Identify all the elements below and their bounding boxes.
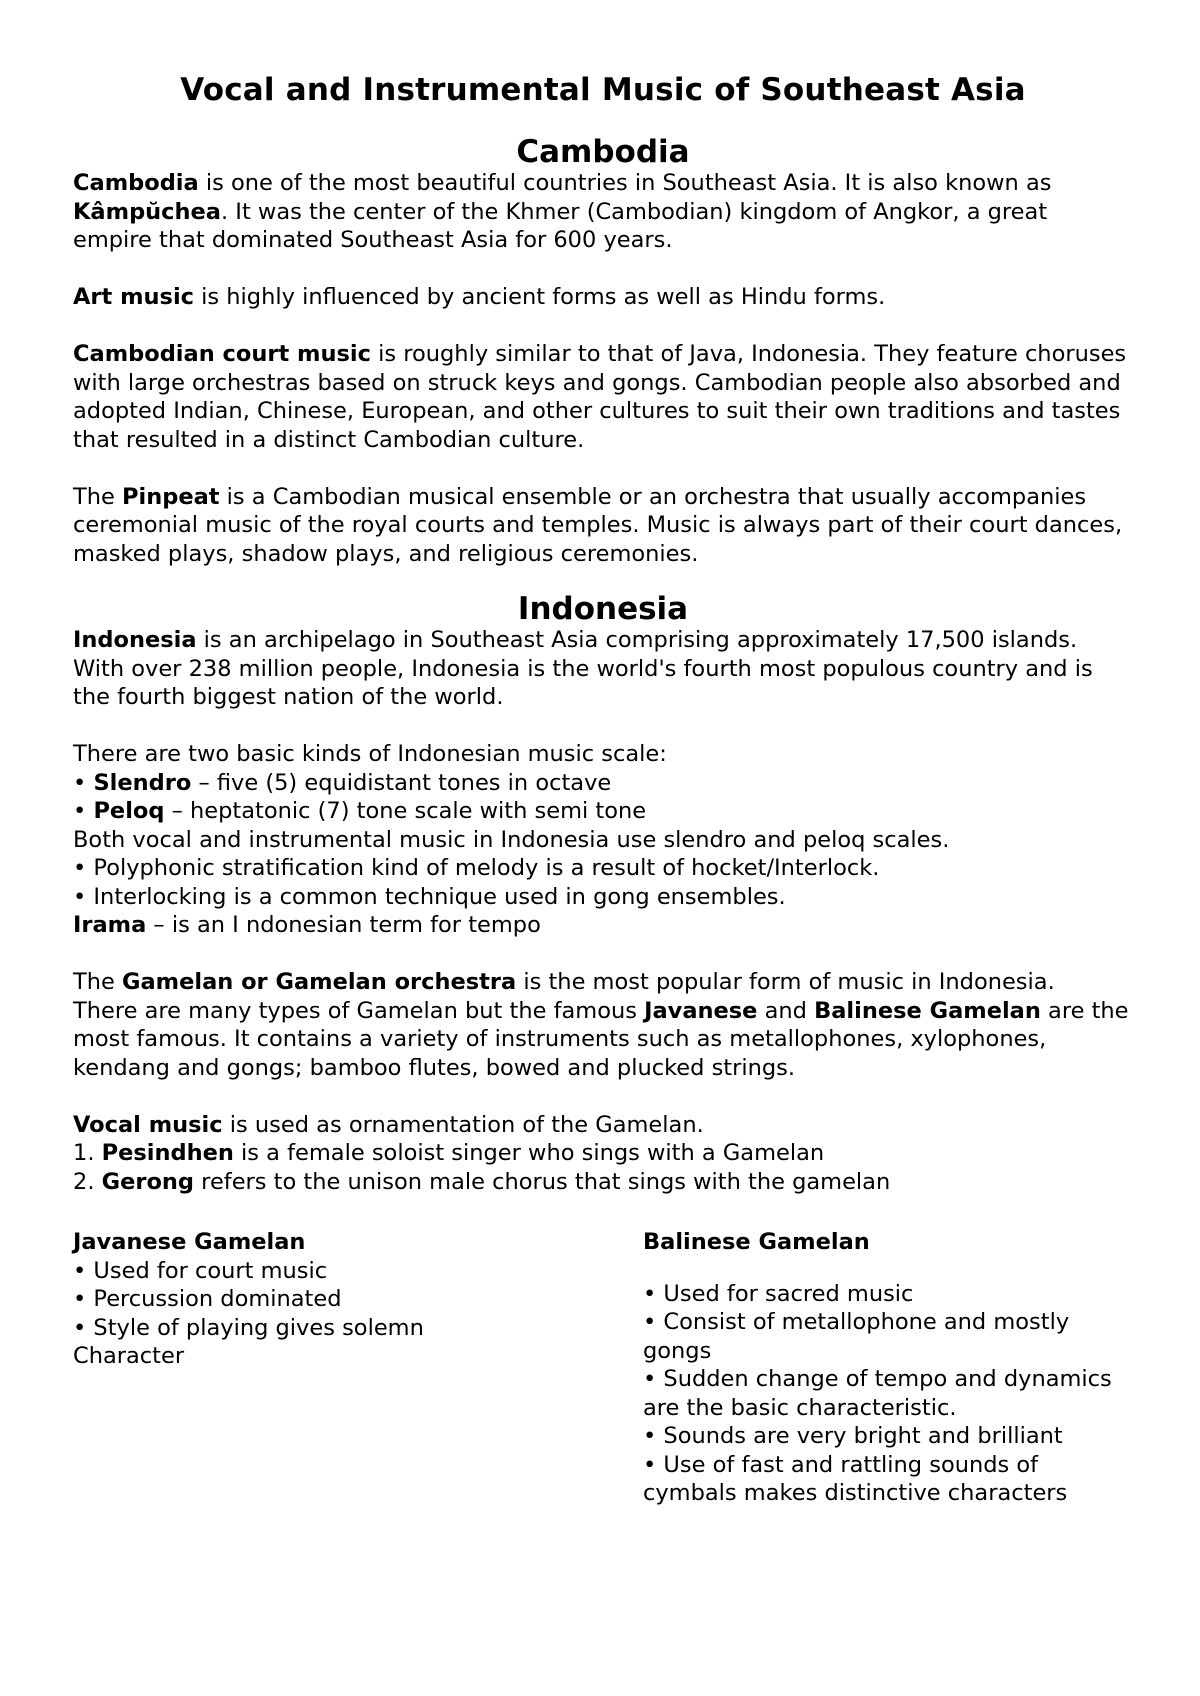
cambodia-section [73,169,1133,568]
text-run: are the most famous. It contains a variety of instruments such as metallophones, xylophones, kendang and gongs; bamboo flutes, bowed and plucked strings. [73,997,1129,1081]
bold-term: Peloq [93,798,165,824]
text-run: is the most popular form of music in Indonesia. [516,969,1055,995]
text-run: . It was the center of the Khmer (Cambodian) kingdom of Angkor, a great empire that dominated Southeast Asia for 600 years. [73,198,1048,253]
paragraph [73,1111,1133,1140]
bold-term: Indonesia [73,627,197,653]
list-item: • Style of playing gives solemn [73,1314,424,1341]
bold-term: Pesindhen [101,1140,234,1166]
bold-term: Cambodia [73,170,199,196]
paragraph [73,626,1133,712]
text-run: is highly influenced by ancient forms as well as Hindu forms. [194,284,886,310]
section-heading-cambodia: Cambodia [516,134,690,170]
list-item: • Used for court music [73,1257,328,1284]
paragraph [73,169,1133,255]
text-run: is a female soloist singer who sings with a Gamelan [233,1140,825,1166]
text-run: – is an I ndonesian term for tempo [146,912,541,938]
paragraph [73,997,1133,1083]
bold-term: Vocal music [73,1111,223,1138]
section-heading-indonesia: Indonesia [517,591,689,627]
list-item: • Use of fast and rattling sounds of cymbals makes distinctive characters [643,1451,1068,1506]
paragraph: Both vocal and instrumental music in Indonesia use slendro and peloq scales. [73,826,950,853]
list-item [73,1168,1133,1197]
bullet: • [73,769,94,796]
text-run: is a Cambodian musical ensemble or an orchestra that usually accompanies ceremonial music of the royal courts and temples. Music is always part of their court dances, masked plays, shadow plays, and religious ceremonies. [73,483,1123,567]
javanese-gamelan-heading: Javanese Gamelan [73,1229,306,1255]
document-title: Vocal and Instrumental Music of Southeast Asia [180,72,1026,108]
list-item: • Sounds are very bright and brilliant [643,1423,1063,1449]
list-number: 1. [73,1140,102,1166]
paragraph [73,283,1133,312]
bold-term: Gamelan or Gamelan orchestra [122,969,517,995]
document-page [73,70,1133,1528]
bold-term: Pinpeat [122,483,220,510]
text-run: is an archipelago in Southeast Asia comprising approximately 17,500 islands. With over 238 million people, Indonesia is the world's fourth most populous country and is the fourth biggest nation of the world. [73,627,1093,710]
text-run: is roughly similar to that of Java, Indonesia. They feature choruses with large orchestras based on struck keys and gongs. Cambodian people also absorbed and adopted Indian, Chinese, European, and other cultures to suit their own traditions and tastes that resulted in a distinct Cambodian culture. [73,341,1127,453]
bold-term: Cambodian court music [73,341,371,367]
text-run: The [73,483,122,510]
text-run: There are many types of Gamelan but the famous [73,997,645,1024]
bold-term: Gerong [101,1168,195,1195]
bold-term: Balinese Gamelan [814,997,1041,1024]
list-item: • Interlocking is a common technique used in gong ensembles. [73,883,786,910]
list-item: • Sudden change of tempo and dynamics are the basic characteristic. [643,1366,1112,1421]
text-run: is one of the most beautiful countries in Southeast Asia. It is also known as [198,170,1052,196]
bold-term: Slendro [93,769,192,796]
bold-term: Art music [73,284,195,310]
balinese-gamelan-heading: Balinese Gamelan [643,1229,870,1255]
javanese-gamelan-column [73,1228,593,1371]
scales-intro: There are two basic kinds of Indonesian music scale: [73,741,667,767]
list-item: • Polyphonic stratification kind of melody is a result of hocket/Interlock. [73,855,880,881]
text-run: and [757,997,815,1024]
paragraph [73,968,1133,997]
bold-term: Javanese [644,997,758,1024]
list-item [73,1139,1133,1168]
list-item: • Percussion dominated [73,1286,342,1312]
list-item-continuation: Character [73,1343,185,1369]
list-number: 2. [73,1168,102,1195]
text-run: The [73,969,122,995]
bold-term: Irama [73,912,147,938]
text-run: – heptatonic (7) tone scale with semi tone [164,798,647,824]
bullet: • [73,798,94,824]
list-item: • Consist of metallophone and mostly gongs [643,1309,1070,1364]
paragraph [73,340,1133,454]
text-run: refers to the unison male chorus that sings with the gamelan [194,1168,891,1195]
balinese-gamelan-column [643,1228,1133,1508]
indonesia-section [73,626,1133,1528]
paragraph [73,483,1133,569]
list-item [73,769,1133,798]
gamelan-comparison [73,1228,1133,1528]
list-item: • Used for sacred music [643,1280,914,1307]
list-item [73,797,1133,826]
text-run: is used as ornamentation of the Gamelan. [222,1111,704,1138]
bold-term: Kâmpŭchea [73,198,221,225]
paragraph [73,911,1133,940]
text-run: – five (5) equidistant tones in octave [191,769,612,796]
